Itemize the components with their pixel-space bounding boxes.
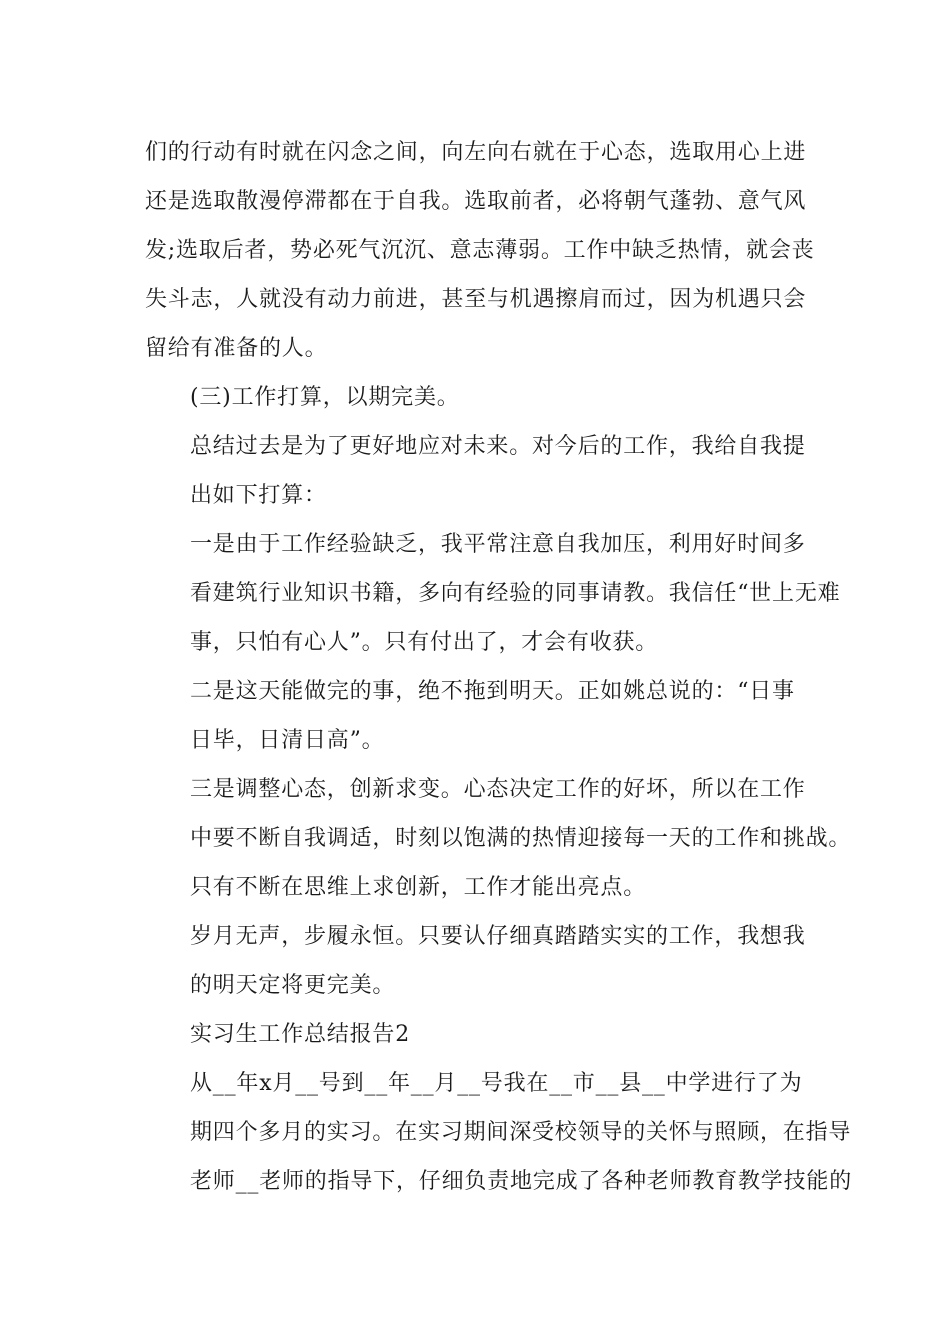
text-line: 岁月无声，步履永恒。只要认仔细真踏踏实实的工作，我想我 (190, 924, 806, 949)
text-line: 二是这天能做完的事，绝不拖到明天。正如姚总说的：“日事 (190, 679, 795, 704)
text-line: 出如下打算： (190, 483, 327, 508)
text-line: 三是调整心态，创新求变。心态决定工作的好坏，所以在工作 (190, 777, 806, 802)
text-line: 总结过去是为了更好地应对未来。对今后的工作，我给自我提 (190, 434, 806, 459)
paragraph-closing (145, 912, 807, 1010)
text-line: 发;选取后者，势必死气沉沉、意志薄弱。工作中缺乏热情，就会丧 (145, 238, 815, 263)
text-line: 老师__老师的指导下，仔细负责地完成了各种老师教育教学技能的 (190, 1169, 853, 1194)
text-line: 从__年x月__号到__年__月__号我在__市__县__中学进行了为 (190, 1071, 803, 1096)
text-line: 看建筑行业知识书籍，多向有经验的同事请教。我信任“世上无难 (190, 581, 841, 606)
text-line: 期四个多月的实习。在实习期间深受校领导的关怀与照顾，在指导 (190, 1120, 852, 1145)
text-line: 一是由于工作经验缺乏，我平常注意自我加压，利用好时间多 (190, 532, 806, 557)
paragraph-internship-intro (145, 1059, 853, 1206)
paragraph-plan-two (145, 667, 807, 765)
text-line: 留给有准备的人。 (145, 336, 328, 361)
text-line: 还是选取散漫停滞都在于自我。选取前者，必将朝气蓬勃、意气风 (145, 189, 807, 214)
section-heading-work-plan (145, 373, 807, 422)
text-line: 们的行动有时就在闪念之间，向左向右就在于心态，选取用心上进 (145, 140, 807, 165)
document-body (145, 128, 853, 1206)
text-line: 只有不断在思维上求创新，工作才能出亮点。 (190, 875, 647, 900)
paragraph-mindset (145, 128, 815, 373)
text-line: 的明天定将更完美。 (190, 973, 396, 998)
text-line: 失斗志，人就没有动力前进，甚至与机遇擦肩而过，因为机遇只会 (145, 287, 807, 312)
paragraph-plan-intro (145, 422, 807, 520)
report-title-2 (145, 1010, 807, 1059)
text-line: 中要不断自我调适，时刻以饱满的热情迎接每一天的工作和挑战。 (190, 826, 852, 851)
text-line: 事，只怕有心人”。只有付出了，才会有收获。 (190, 630, 659, 655)
text-line: 日毕，日清日高”。 (190, 728, 385, 753)
text-line: 实习生工作总结报告2 (190, 1022, 410, 1047)
text-line: (三)工作打算，以期完美。 (190, 385, 460, 410)
paragraph-plan-three (145, 765, 852, 912)
paragraph-plan-one (145, 520, 841, 667)
